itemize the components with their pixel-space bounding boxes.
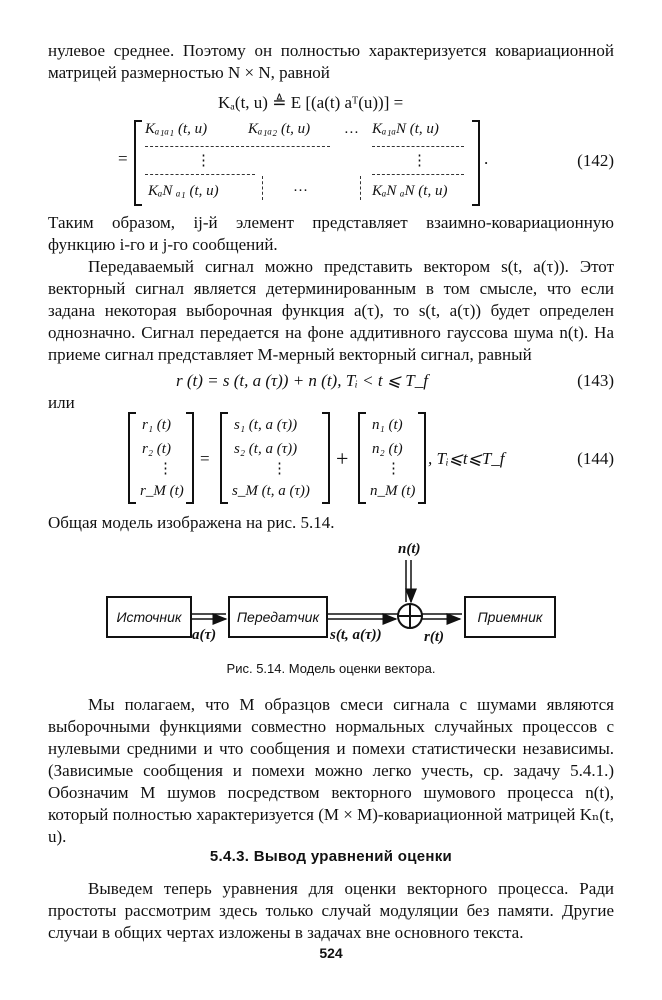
matrix-cell-rNc1: KₐN ₐ₁ (t, u) xyxy=(148,183,219,199)
r-vector-dots: ⋮ xyxy=(158,461,173,477)
word-or: или xyxy=(48,393,75,412)
equation-142-equals: = xyxy=(118,149,128,168)
paragraph-derivation: Выведем теперь уравнения для оценки векторного процесса. Ради простоты рассмотрим здесь только случай модуляции без памяти. Другие случаи в общих чертах изложены в задачах вне основного текста. xyxy=(48,879,614,942)
equation-142-head: Kₐ(t, u) ≜ E [(a(t) aᵀ(u))] = xyxy=(218,93,404,112)
equation-144-number: (144) xyxy=(577,449,614,468)
matrix-cell-r1c3: Kₐ₁ₐN (t, u) xyxy=(372,121,439,137)
r-vector-2: r₂ (t) xyxy=(142,441,171,457)
label-n: n(t) xyxy=(398,541,421,557)
matrix-vdots-left: ⋮ xyxy=(196,153,211,169)
label-s: s(t, a(τ)) xyxy=(330,627,382,643)
label-r: r(t) xyxy=(424,629,444,645)
matrix-hdots-top: … xyxy=(345,121,359,137)
equation-144-equals: = xyxy=(200,449,210,468)
s-vector-dots: ⋮ xyxy=(272,461,287,477)
block-source: Источник xyxy=(106,596,192,638)
equation-142-number: (142) xyxy=(577,151,614,170)
r-vector-M: r_M (t) xyxy=(140,483,184,499)
paragraph-signal: Передаваемый сигнал можно представить вектором s(t, a(τ)). Этот векторный сигнал является детерминированным в том смысле, что если задана некоторая выборочная функция a(τ), то s(t, a(τ)) будет определен однозначно. Сигнал передается на фоне аддитивного гауссова шума n(t). На приеме сигнал представляет M-мерный векторный сигнал, равный xyxy=(48,257,614,364)
section-heading: 5.4.3. Вывод уравнений оценки xyxy=(209,848,453,865)
block-receiver: Приемник xyxy=(464,596,556,638)
block-transmitter: Передатчик xyxy=(228,596,328,638)
matrix-cell-rNc3: KₐN ₐN (t, u) xyxy=(372,183,448,199)
matrix-hdots-bottom: ··· xyxy=(293,183,308,199)
n-vector-dots: ⋮ xyxy=(386,461,401,477)
equation-144-range: , Tᵢ⩽t⩽T_f xyxy=(428,449,505,468)
equation-143: r (t) = s (t, a (τ)) + n (t), Tᵢ < t ⩽ T_f xyxy=(176,371,428,390)
page-number: 524 xyxy=(319,945,343,961)
equation-142-period: . xyxy=(484,149,489,168)
matrix-cell-r1c2: Kₐ₁ₐ₂ (t, u) xyxy=(248,121,311,137)
s-vector-1: s₁ (t, a (τ)) xyxy=(234,417,298,433)
n-vector-1: n₁ (t) xyxy=(372,417,403,433)
equation-144-plus: + xyxy=(336,446,349,471)
paragraph-assumptions: Мы полагаем, что M образцов смеси сигнала с шумами являются выборочными функциями совместно нормальных случайных процессов с нулевыми средними и что сообщения и помехи статистически независимы. (Зависимые сообщения и помехи можно легко учесть, ср. задачу 5.4.1.) Обозначим M шумов посредством векторного шумового процесса n(t), который полностью характеризуется (M × M)-ковариационной матрицей Kₙ(t, u). xyxy=(48,695,614,846)
s-vector-M: s_M (t, a (τ)) xyxy=(232,483,310,499)
paragraph-model-ref: Общая модель изображена на рис. 5.14. xyxy=(48,513,335,532)
matrix-vdots-right: ⋮ xyxy=(412,153,427,169)
paragraph-intro: нулевое среднее. Поэтому он полностью характеризуется ковариационной матрицей размерностью N × N, равной xyxy=(48,41,614,82)
n-vector-M: n_M (t) xyxy=(370,483,416,499)
equation-143-number: (143) xyxy=(577,371,614,390)
s-vector-2: s₂ (t, a (τ)) xyxy=(234,441,298,457)
paragraph-element-meaning: Таким образом, ij-й элемент представляет взаимно-ковариационную функцию i-го и j-го сообщений. xyxy=(48,213,614,254)
n-vector-2: n₂ (t) xyxy=(372,441,403,457)
matrix-cell-r1c1: Kₐ₁ₐ₁ (t, u) xyxy=(145,121,208,137)
figure-caption: Рис. 5.14. Модель оценки вектора. xyxy=(226,661,436,676)
label-a-tau: a(τ) xyxy=(192,627,217,643)
r-vector-1: r₁ (t) xyxy=(142,417,171,433)
